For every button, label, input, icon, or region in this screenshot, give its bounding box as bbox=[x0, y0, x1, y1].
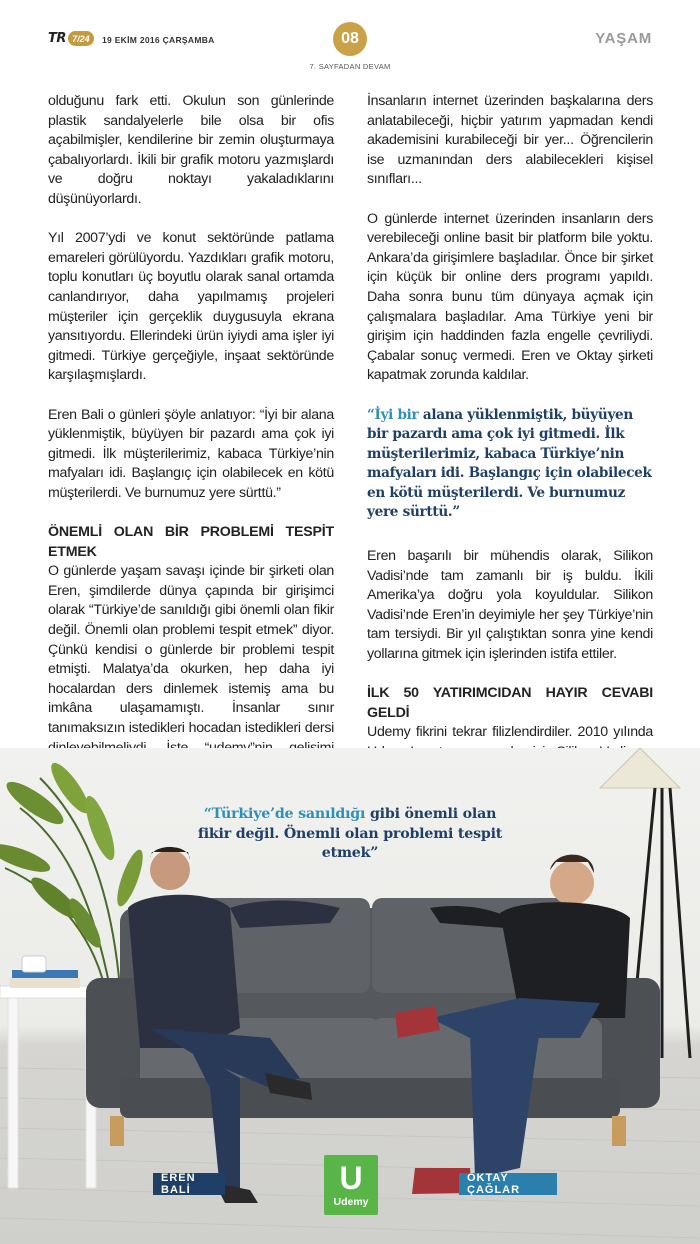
logo-tr-text: TR bbox=[48, 31, 66, 46]
page-number-badge: 08 bbox=[333, 22, 367, 56]
right-paragraph-2: O günlerde internet üzerinden insanların ders verebileceği online basit bir platform bile yoktu. Ankara’da girişimlere başladılar. Önce bir şirket için küçük bir online ders programı yapıldı. Daha sonra bunu tüm dünyaya açmak için çalışmalara başladılar. Ama Türkiye yeni bir girişim için haddinden fazla engelle çevriliydi. Çabalar sonuç vermedi. Eren ve Oktay şirketi kapatmak zorunda kaldılar. bbox=[367, 210, 653, 384]
right-subheading: İLK 50 YATIRIMCIDAN HAYIR CEVABI GELDİ bbox=[367, 685, 653, 721]
photo-quote-accent: Türkiye’de sanıldığı bbox=[211, 806, 366, 822]
continued-from-label: 7. SAYFADAN DEVAM bbox=[309, 62, 391, 71]
page-header bbox=[0, 0, 700, 80]
issue-date: 19 EKİM 2016 ÇARŞAMBA bbox=[102, 35, 215, 45]
logo-724-badge: 7/24 bbox=[68, 31, 94, 46]
photo-quote-open: “ bbox=[203, 806, 212, 822]
pull-quote-text: alana yüklenmiştik, büyüyen bir pazardı ama çok iyi gitmedi. İlk müşterilerimiz, kabaca Türkiye’nin mafyaları idi. Başlangıç için olabilecek en kötü müşterilerdi. Ve burnumuz yere sürttü.” bbox=[367, 406, 652, 521]
article-column-left bbox=[48, 92, 334, 778]
left-paragraph-4: O günlerde yaşam savaşı içinde bir şirketi olan Eren, şimdilerde dünya çapında bir girişimci olarak “Türkiye’de sanıldığı gibi önemli olan fikir değil. Önemli olan problemi tespit etmek” diyor. Çünkü kendisi o günlerde bir problemi tespit etmişti. Malatya’da okurken, hep daha iyi hocalardan ders dinlemek istemiş ama bu imkâna ulaşamamıştı. İnsanlar sınır tanımaksızın istedikleri hocadan istedikleri dersi bbox=[48, 563, 334, 736]
name-tag-oktay-caglar: OKTAY ÇAĞLAR bbox=[459, 1173, 557, 1195]
section-title: YAŞAM bbox=[595, 30, 652, 47]
udemy-u-mark: U bbox=[339, 1160, 363, 1196]
name-tag-eren-bali: EREN BALİ bbox=[153, 1173, 225, 1195]
right-paragraph-1: İnsanların internet üzerinden başkalarına ders anlatabileceği, hiçbir yatırım yapmadan kendi akademisini kurabileceği bir yer... Öğrencilerin ise uzmanından ders alabilecekleri kişisel sınıfları... bbox=[367, 93, 653, 188]
tr724-logo bbox=[48, 31, 94, 46]
pull-quote-accent: “İyi bir bbox=[367, 406, 419, 423]
left-paragraph-2: Yıl 2007’ydi ve konut sektöründe patlama emareleri görülüyordu. Yazdıkları grafik motoru, toplu konutları üç boyutlu olarak sanal ortamda canlandırıyor, daha yapılmamış projeleri müşteriler için gerçeklik duygusuyla ekrana yansıtıyordu. Ellerindeki ürün iyiydi ama işler iyi gitmedi. Türkiye gerçeğiyle, inşaat sektöründe karşılaşmışlardı. bbox=[48, 230, 334, 384]
article-column-right bbox=[367, 92, 653, 763]
right-paragraph-3: Eren başarılı bir mühendis olarak, Silikon Vadisi’nde tam zamanlı bir iş buldu. İkili Amerika’ya doğru yola koyuldular. Silikon Vadisi’nde Eren’in deyimiyle her şey Türkiye’nin tam tersiydi. Bir yıl çalıştıktan sonra yine kendi yollarına gitmek için işlerinden istifa ettiler. bbox=[367, 548, 653, 663]
left-paragraph-1: olduğunu fark etti. Okulun son günlerinde plastik sandalyelerle bile olsa bir ofis açabilmişler, kendilerine bir zemin oluşturmaya çabalıyorlardı. İkili bir grafik motoru yazmışlardı ve doğru noktayı yakaladıklarını düşünüyorlardı. bbox=[48, 93, 334, 207]
right-paragraph-4: Udemy fikrini tekrar filizlendirdiler. 2010 yılında bbox=[367, 724, 653, 741]
udemy-logo bbox=[324, 1155, 378, 1215]
photo-quote bbox=[190, 805, 510, 864]
left-paragraph-3: Eren Bali o günleri şöyle anlatıyor: “İyi bir alana yüklenmiştik, büyüyen bir pazardı ama çok iyi gitmedi. İlk müşterilerimiz, kabaca Türkiye’nin mafyaları idi. Başlangıç için olabilecek en kötü müşterilerdi. Ve burnumuz yere sürttü.” bbox=[48, 406, 334, 501]
pull-quote bbox=[367, 406, 653, 524]
photo-quote-text: gibi önemli olan fikir değil. Önemli olan problemi tespit etmek” bbox=[197, 806, 503, 862]
udemy-logo-text: Udemy bbox=[333, 1196, 369, 1208]
left-subheading: ÖNEMLİ OLAN BİR PROBLEMİ TESPİT ETMEK bbox=[48, 524, 334, 560]
